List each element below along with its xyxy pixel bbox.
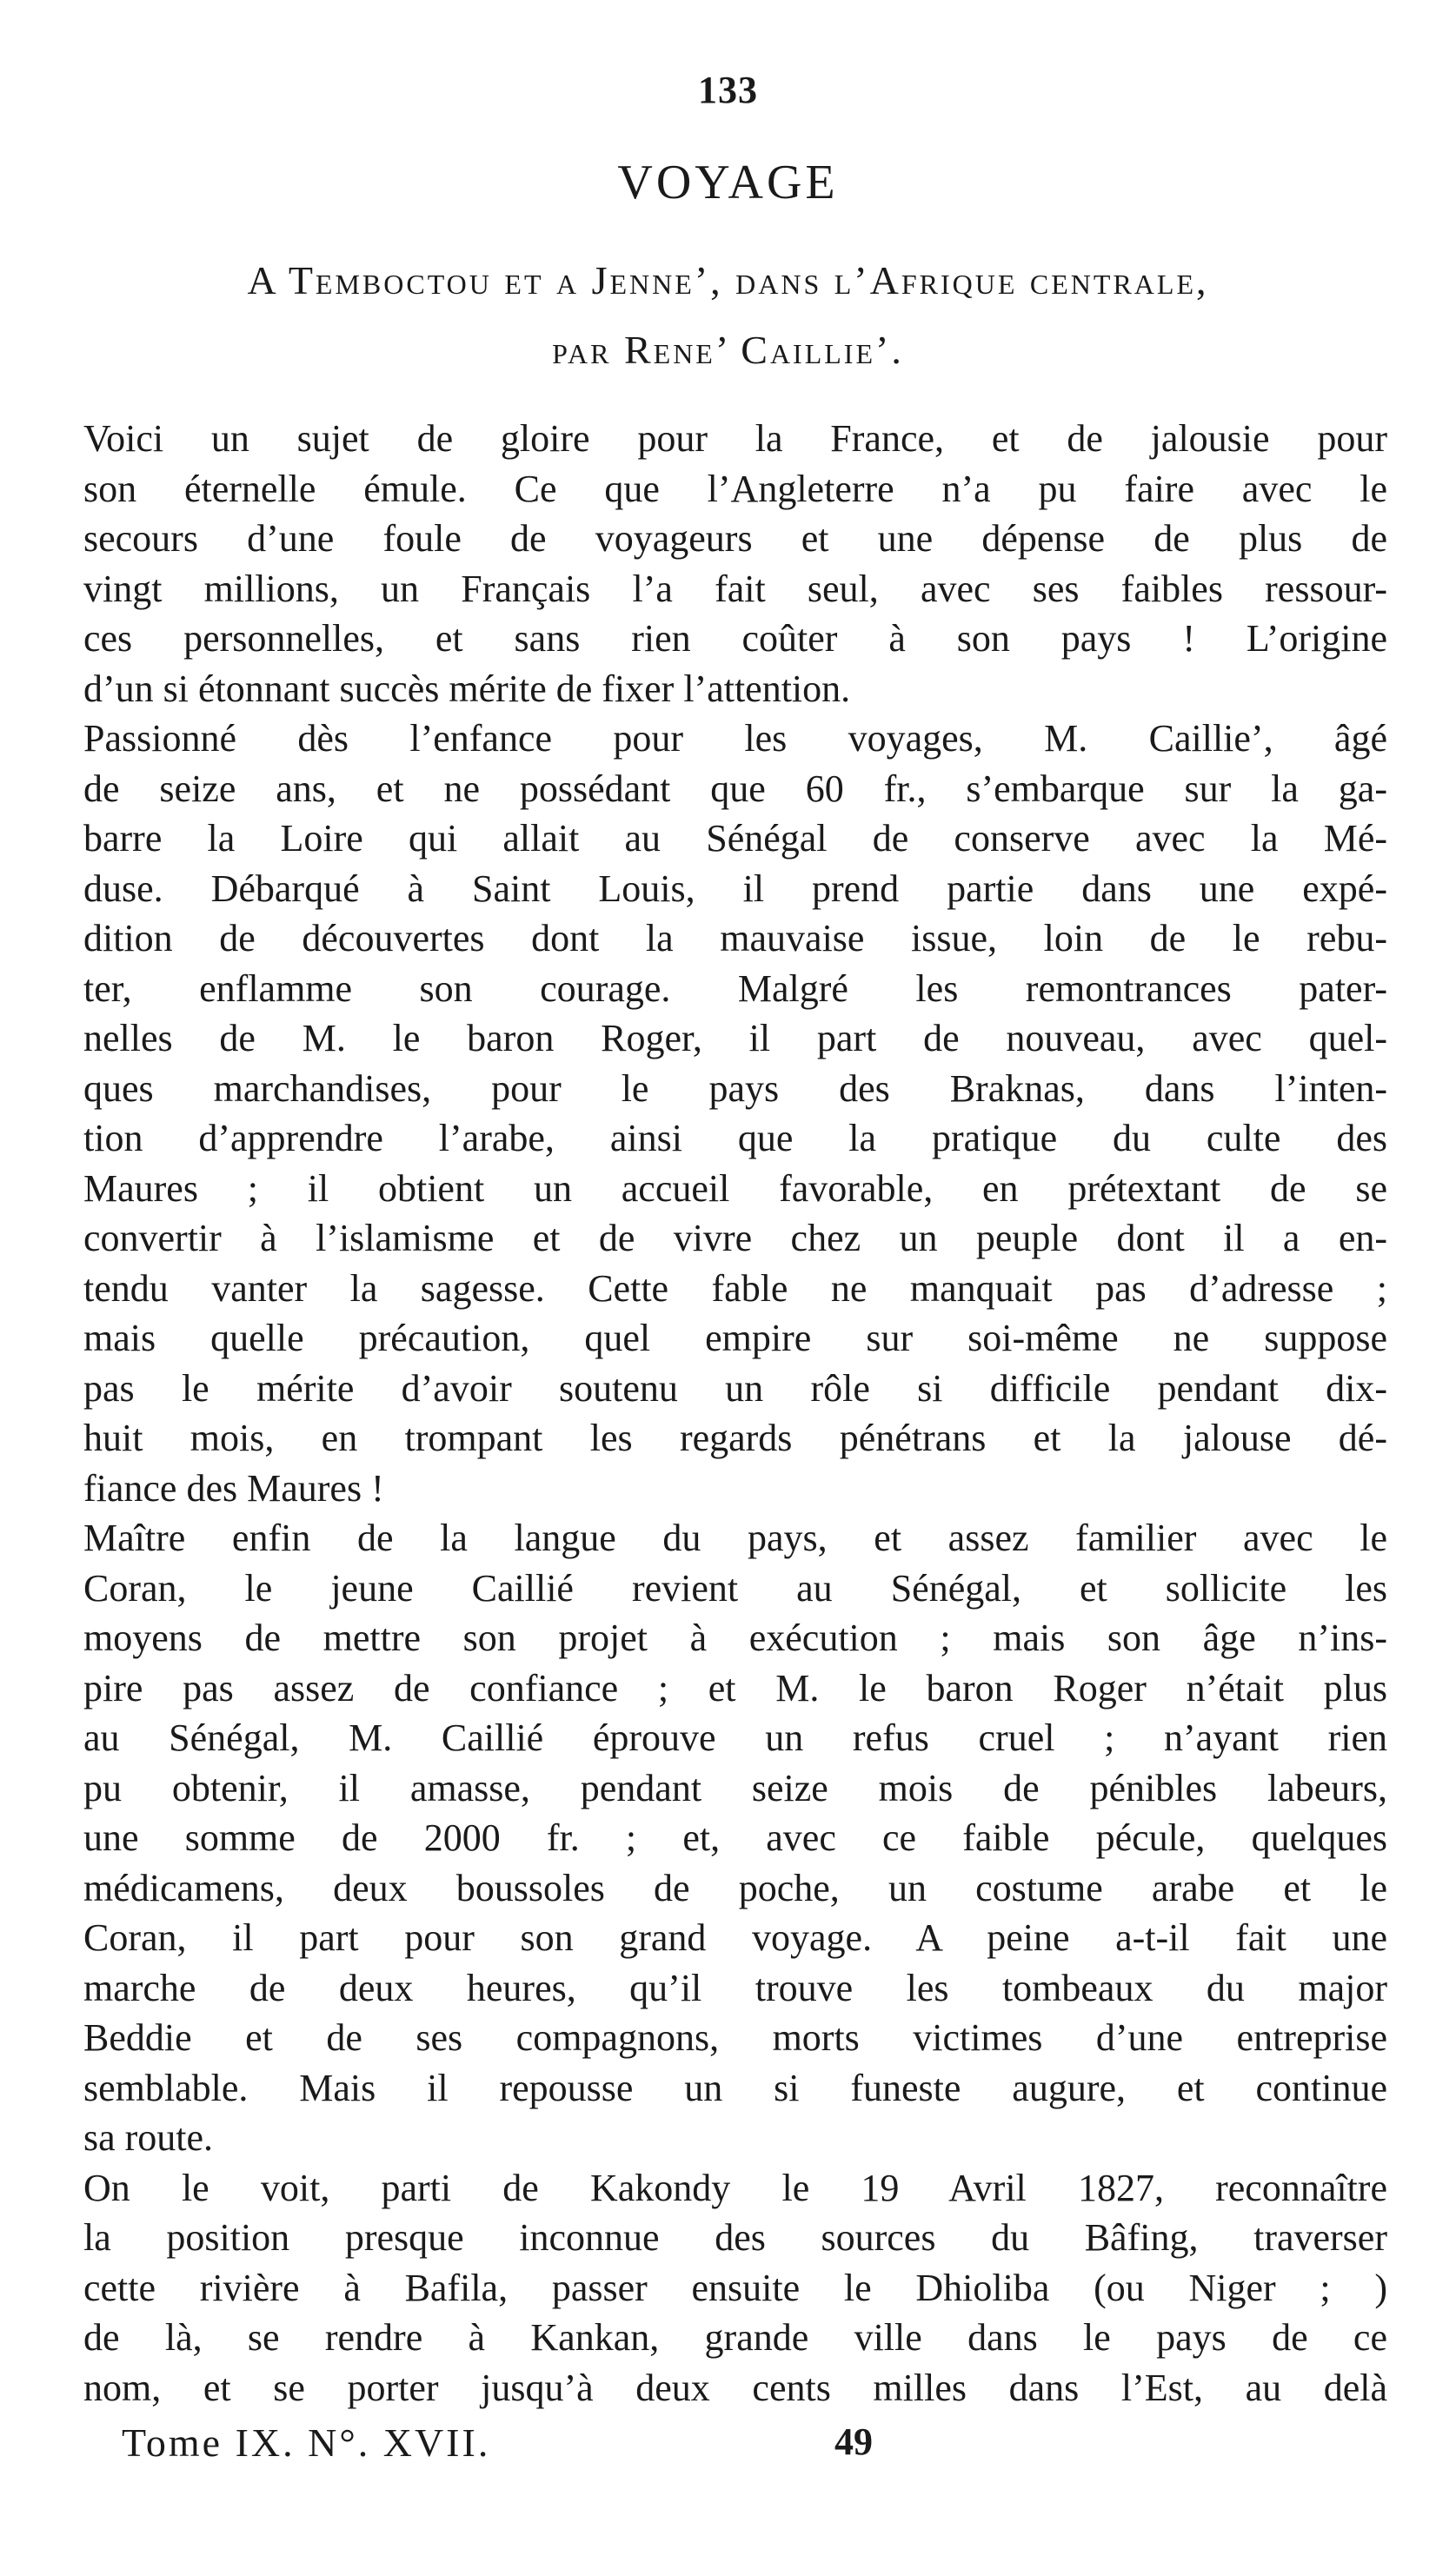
text-line: sa route. (83, 2116, 214, 2159)
text-line: de là, se rendre à Kankan, grande ville dans le pays de ce (83, 2316, 1387, 2359)
footer-volume: Tome IX. N°. XVII. (122, 2420, 491, 2465)
article-heading: VOYAGE (617, 156, 839, 209)
text-line: Coran, le jeune Caillié revient au Sénégal, et sollicite les (83, 1566, 1387, 1610)
text-line: pire pas assez de confiance ; et M. le baron Roger n’était plus (83, 1666, 1387, 1710)
text-line: convertir à l’islamisme et de vivre chez un peuple dont il a en- (83, 1217, 1387, 1259)
page-number: 133 (698, 69, 758, 111)
footer-signature: 49 (834, 2420, 873, 2463)
text-line: d’un si étonnant succès mérite de fixer l’attention. (83, 667, 851, 710)
text-line: On le voit, parti de Kakondy le 19 Avril 1827, reconnaître (83, 2166, 1387, 2209)
body-text (83, 414, 1387, 2413)
text-line: médicamens, deux boussoles de poche, un costume arabe et le (83, 1866, 1387, 1909)
text-line: de seize ans, et ne possédant que 60 fr., s’embarque sur la ga- (83, 767, 1387, 810)
text-line: Passionné dès l’enfance pour les voyages, M. Caillie’, âgé (83, 717, 1387, 760)
text-line: marche de deux heures, qu’il trouve les tombeaux du major (83, 1966, 1387, 2009)
text-line: Maître enfin de la langue du pays, et assez familier avec le (83, 1517, 1387, 1559)
text-line: tion d’apprendre l’arabe, ainsi que la pratique du culte des (83, 1117, 1387, 1159)
text-line: nom, et se porter jusqu’à deux cents milles dans l’Est, au delà (83, 2366, 1387, 2409)
text-line: nelles de M. le baron Roger, il part de nouveau, avec quel- (83, 1017, 1387, 1059)
article-subheading-line-1: A Temboctou et a Jenne’, dans l’Afrique centrale, (247, 258, 1209, 302)
text-line: semblable. Mais il repousse un si funeste augure, et continue (83, 2066, 1387, 2109)
text-line: huit mois, en trompant les regards pénétrans et la jalouse dé- (83, 1417, 1387, 1459)
text-line: Voici un sujet de gloire pour la France, et de jalousie pour (83, 417, 1387, 460)
text-line: vingt millions, un Français l’a fait seul, avec ses faibles ressour- (83, 567, 1387, 610)
text-line: Beddie et de ses compagnons, morts victimes d’une entreprise (83, 2016, 1387, 2059)
text-line: dition de découvertes dont la mauvaise issue, loin de le rebu- (83, 917, 1387, 959)
text-line: ces personnelles, et sans rien coûter à son pays ! L’origine (83, 617, 1387, 660)
article-subheading-line-2: par Rene’ Caillie’. (552, 328, 904, 372)
page-footer (122, 2420, 904, 2472)
text-line: ques marchandises, pour le pays des Braknas, dans l’inten- (83, 1066, 1387, 1110)
text-line: duse. Débarqué à Saint Louis, il prend partie dans une expé- (83, 866, 1387, 910)
text-line: Coran, il part pour son grand voyage. A peine a-t-il fait une (83, 1916, 1387, 1959)
text-line: tendu vanter la sagesse. Cette fable ne manquait pas d’adresse ; (83, 1266, 1387, 1310)
text-line: pas le mérite d’avoir soutenu un rôle si difficile pendant dix- (83, 1366, 1387, 1410)
text-line: moyens de mettre son projet à exécution ; mais son âge n’ins- (83, 1617, 1387, 1659)
text-line: une somme de 2000 fr. ; et, avec ce faible pécule, quelques (83, 1816, 1387, 1859)
text-line: pu obtenir, il amasse, pendant seize mois de pénibles labeurs, (83, 1766, 1387, 1809)
text-line: fiance des Maures ! (83, 1466, 384, 1510)
text-line: cette rivière à Bafila, passer ensuite le Dhioliba (ou Niger ; ) (83, 2266, 1387, 2309)
text-line: la position presque inconnue des sources du Bâfing, traverser (83, 2216, 1387, 2259)
text-line: secours d’une foule de voyageurs et une dépense de plus de (83, 517, 1387, 560)
text-line: Maures ; il obtient un accueil favorable, en prétextant de se (83, 1166, 1387, 1210)
text-line: barre la Loire qui allait au Sénégal de conserve avec la Mé- (83, 817, 1387, 860)
text-line: ter, enflamme son courage. Malgré les remontrances pater- (83, 966, 1387, 1010)
text-line: au Sénégal, M. Caillié éprouve un refus cruel ; n’ayant rien (83, 1716, 1387, 1759)
text-line: son éternelle émule. Ce que l’Angleterre n’a pu faire avec le (83, 467, 1387, 510)
text-line: mais quelle précaution, quel empire sur soi-même ne suppose (83, 1317, 1387, 1359)
